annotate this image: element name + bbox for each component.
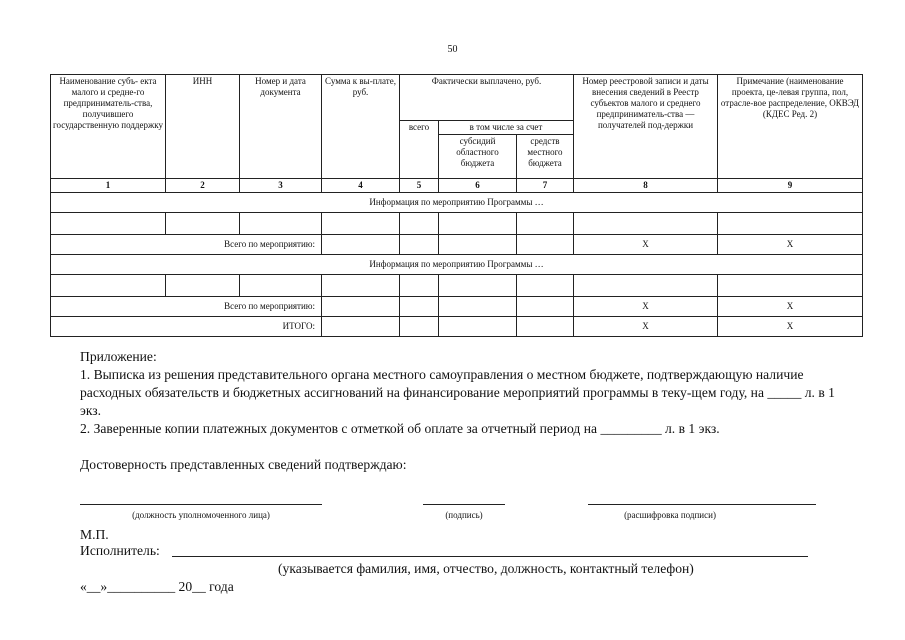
header-subject: Наименование субъ- екта малого и средне-го предприниматель-ства, получившего государственную поддержку <box>51 75 166 179</box>
column-number: 8 <box>574 179 718 193</box>
column-number: 6 <box>439 179 517 193</box>
appendix-item-1: 1. Выписка из решения представительного органа местного самоуправления о местном бюджете, подтверждающую наличие расходных обязательств и бюджетных ассигнований на финансирование мероприятий программы в теку-щем году, на _____ л. в 1 экз. <box>80 367 835 418</box>
table-row <box>51 275 863 297</box>
subtotal-label: Всего по мероприятию: <box>51 235 322 255</box>
column-number: 3 <box>240 179 322 193</box>
header-actually-paid: Фактически выплачено, руб. <box>400 75 574 121</box>
appendix-title: Приложение: <box>80 349 157 364</box>
x-mark: Х <box>574 317 718 337</box>
position-caption: (должность уполномоченного лица) <box>132 510 270 520</box>
header-note: Примечание (наименование проекта, це-левая группа, пол, отрасле-вое распределение, ОКВЭД (КДЕС Ред. 2) <box>718 75 863 179</box>
x-mark: Х <box>718 317 863 337</box>
appendix-item-2: 2. Заверенные копии платежных документов с отметкой об оплате за отчетный период на _________ л. в 1 экз. <box>80 421 720 436</box>
table-row <box>51 213 863 235</box>
column-number: 5 <box>400 179 439 193</box>
decode-caption: (расшифровка подписи) <box>624 510 716 520</box>
header-total: всего <box>400 121 439 179</box>
executor-label: Исполнитель: <box>80 543 160 558</box>
header-registry: Номер реестровой записи и даты внесения сведений в Реестр субъектов малого и среднего предприниматель-ства — получателей под-держки <box>574 75 718 179</box>
header-document: Номер и дата документа <box>240 75 322 179</box>
signature-line <box>423 504 505 505</box>
section-title: Информация по мероприятию Программы … <box>51 255 863 275</box>
position-line <box>80 504 322 505</box>
date-line: «__»__________ 20__ года <box>80 579 234 594</box>
section-title: Информация по мероприятию Программы … <box>51 193 863 213</box>
x-mark: Х <box>574 235 718 255</box>
x-mark: Х <box>574 297 718 317</box>
subtotal-row <box>51 297 863 317</box>
confirm-text: Достоверность представленных сведений подтверждаю: <box>80 457 407 472</box>
x-mark: Х <box>718 297 863 317</box>
section-row <box>51 193 863 213</box>
decode-line <box>588 504 816 505</box>
subtotal-row <box>51 235 863 255</box>
column-numbers-row <box>51 179 863 193</box>
signature-caption: (подпись) <box>445 510 483 520</box>
column-number: 1 <box>51 179 166 193</box>
appendix-block <box>80 348 840 438</box>
column-number: 4 <box>322 179 400 193</box>
executor-caption: (указывается фамилия, имя, отчество, должность, контактный телефон) <box>278 561 694 576</box>
column-number: 9 <box>718 179 863 193</box>
executor-line <box>172 556 808 557</box>
header-sum-to-pay: Сумма к вы-плате, руб. <box>322 75 400 179</box>
header-inn: ИНН <box>166 75 240 179</box>
header-local-funds: средств местного бюджета <box>517 135 574 179</box>
header-including: в том числе за счет <box>439 121 574 135</box>
section-row <box>51 255 863 275</box>
page-number: 50 <box>447 44 458 55</box>
stamp-label: М.П. <box>80 527 109 542</box>
x-mark: Х <box>718 235 863 255</box>
grand-total-row <box>51 317 863 337</box>
report-table <box>50 74 863 337</box>
grand-total-label: ИТОГО: <box>51 317 322 337</box>
subtotal-label: Всего по мероприятию: <box>51 297 322 317</box>
column-number: 2 <box>166 179 240 193</box>
column-number: 7 <box>517 179 574 193</box>
header-subsidies: субсидий областного бюджета <box>439 135 517 179</box>
